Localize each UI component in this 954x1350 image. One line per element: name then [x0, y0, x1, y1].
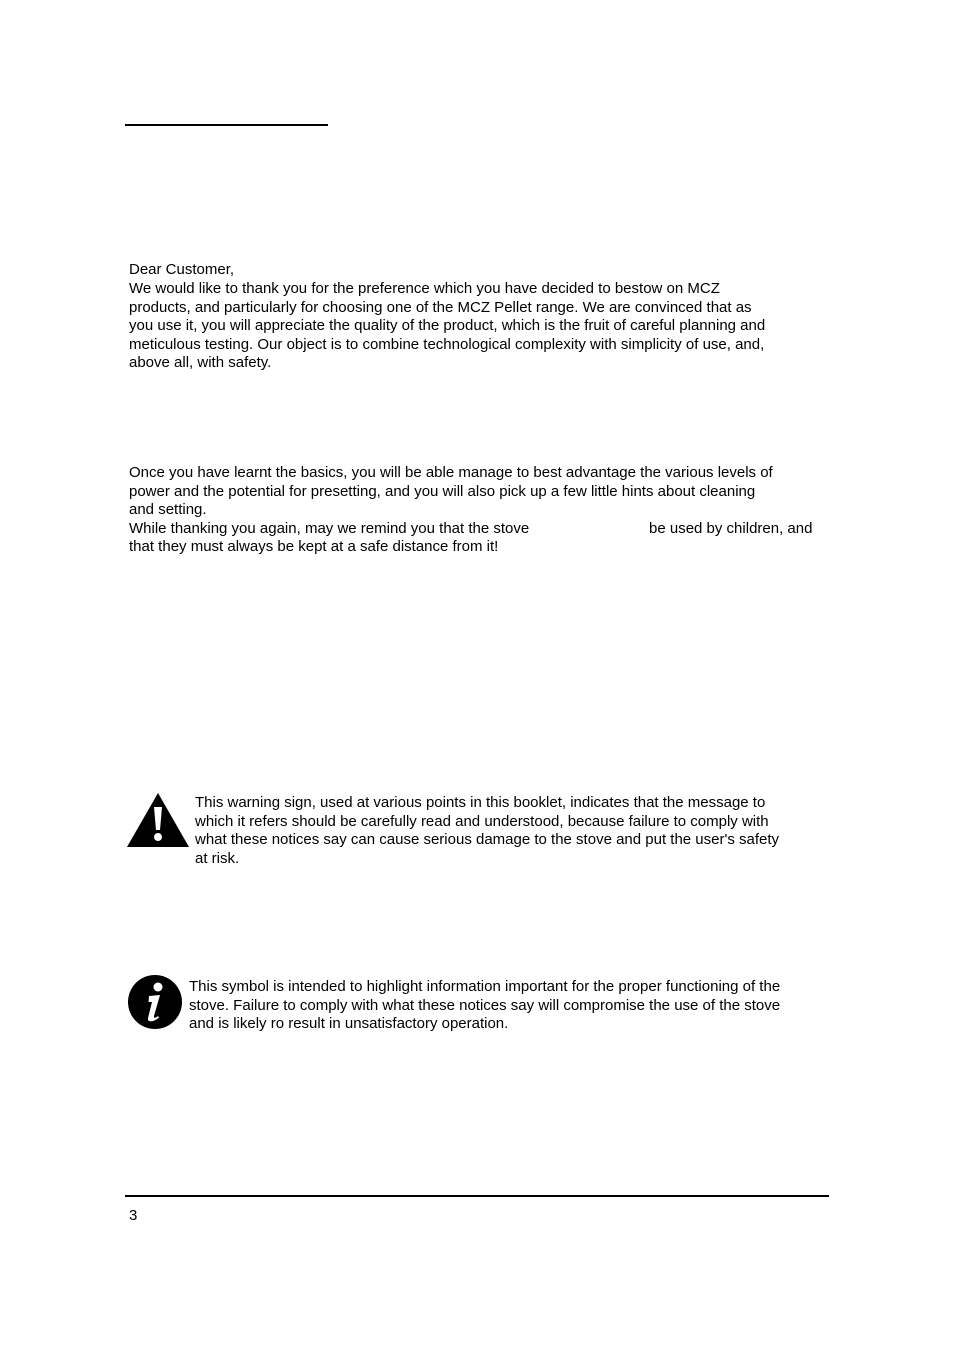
- header-rule: [125, 124, 328, 126]
- reminder-line: [129, 520, 829, 539]
- basics-line: and setting.: [129, 501, 207, 519]
- intro-line: products, and particularly for choosing one of the MCZ Pellet range. We are convinced that as: [129, 298, 752, 316]
- reminder-part2: be used by children, and: [649, 519, 813, 537]
- reminder-part1: While thanking you again, may we remind you that the stove: [129, 519, 530, 537]
- warning-line: This warning sign, used at various points in this booklet, indicates that the message to: [195, 794, 766, 811]
- basics-line: Once you have learnt the basics, you will be able manage to best advantage the various levels of: [129, 464, 773, 481]
- info-line: and is likely ro result in unsatisfactory operation.: [189, 1015, 509, 1033]
- warning-line: at risk.: [195, 849, 240, 867]
- warning-line: what these notices say can cause serious damage to the stove and put the user's safety: [195, 831, 780, 849]
- warning-triangle-icon: [126, 792, 190, 848]
- info-line: stove. Failure to comply with what these notices say will compromise the use of the stove: [189, 996, 781, 1014]
- basics-paragraph: [129, 464, 829, 557]
- reminder-line-2: that they must always be kept at a safe distance from it!: [129, 538, 499, 556]
- info-line: This symbol is intended to highlight information important for the proper functioning of the: [189, 978, 781, 995]
- warning-notice: [195, 794, 835, 868]
- intro-line: meticulous testing. Our object is to combine technological complexity with simplicity of use, and,: [129, 335, 765, 353]
- info-notice: [189, 978, 839, 1034]
- warning-line: which it refers should be carefully read and understood, because failure to comply with: [195, 812, 769, 830]
- basics-line: power and the potential for presetting, and you will also pick up a few little hints about cleaning: [129, 482, 756, 500]
- intro-line: We would like to thank you for the preference which you have decided to bestow on MCZ: [129, 280, 720, 297]
- info-circle-icon: [127, 974, 183, 1030]
- intro-line: you use it, you will appreciate the quality of the product, which is the fruit of careful planning and: [129, 317, 766, 335]
- page-number: 3: [129, 1207, 138, 1224]
- intro-line: above all, with safety.: [129, 354, 272, 372]
- greeting: Dear Customer,: [129, 261, 235, 278]
- intro-paragraph: [129, 280, 829, 373]
- footer-rule: [125, 1195, 829, 1197]
